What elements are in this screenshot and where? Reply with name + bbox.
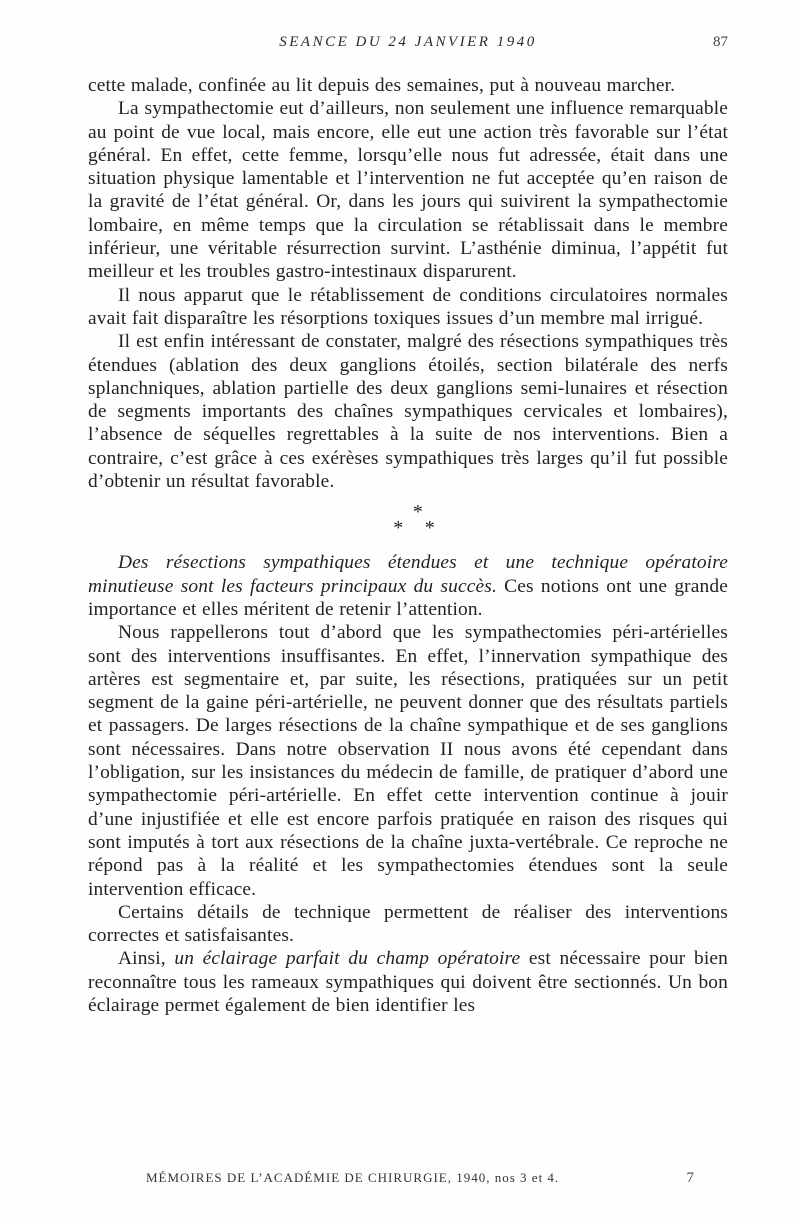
running-title: SEANCE DU 24 JANVIER 1940 (279, 34, 537, 50)
running-head (88, 34, 728, 54)
paragraph (88, 947, 728, 1017)
text-run: Nous rappellerons tout d’abord que les sympathectomies péri-artérielles sont des interventions insuffisantes. En effet, l’innervation sympathique des artères est segmentaire et, par suite, les résections, pratiquées sur un petit segment de la gaine péri-artérielle, ne peuvent donner que des résultats partiels et passagers. De larges résections de la chaîne sympathique et de ses ganglions sont nécessaires. Dans notre observation II nous avons été cependant dans l’obligation, sur les insistances du médecin de famille, de pratiquer d’abord une sympathectomie péri-artérielle. En effet cette intervention continue à jouir d’une injustifiée et elle est encore parfois pratiquée en raison des risques qui sont imputés à tort aux résections de la chaîne juxta-vertébrale. Ce reproche ne répond pas à la réalité et les sympathectomies étendues sont la seule intervention efficace. (88, 622, 728, 900)
text-run: Il est enfin intéressant de constater, malgré des résections sympathiques très étendues (ablation des deux ganglions étoilés, section bilatérale des nerfs splanchniques, ablation partielle des deux ganglions semi-lunaires et résection de segments importants des chaînes sympathiques cervicales et lombaires), l’absence de séquelles regrettables à la suite de nos interventions. Bien a contraire, c’est grâce à ces exérèses sympathiques très larges qu’il fut possible d’obtenir un résultat favorable. (88, 331, 728, 493)
paragraph (88, 97, 728, 283)
text-run: Ainsi, (118, 948, 175, 970)
paragraph (88, 330, 728, 493)
text-run: Certains détails de technique permettent de réaliser des interventions correctes et satisfaisantes. (88, 901, 728, 947)
separator-stars: * * (393, 517, 443, 540)
body-text (88, 74, 728, 1017)
text-run: La sympathectomie eut d’ailleurs, non seulement une influence remarquable au point de vue local, mais encore, elle eut une action très favorable sur l’état général. En effet, cette femme, lorsqu’elle nous fut adressée, était dans une situation physique lamentable et l’intervention ne fut acceptée qu’en raison de la gravité de l’état général. Or, dans les jours qui suivirent la sympathectomie lombaire, en même temps que la circulation se rétablissait dans le membre inférieur, une véritable résurrection survint. L’asthénie diminua, l’appétit fut meilleur et les troubles gastro-intestinaux disparurent. (88, 98, 728, 283)
paragraph (88, 74, 728, 97)
separator-stars: * (412, 501, 424, 524)
paragraph (88, 551, 728, 621)
paragraph (88, 901, 728, 948)
signature-mark: 7 (686, 1170, 694, 1186)
footer-citation: MÉMOIRES DE L’ACADÉMIE DE CHIRURGIE, 1940, nos 3 et 4. (146, 1170, 560, 1185)
text-run: Ces notions ont une grande importance et elles méritent de retenir l’attention. (88, 575, 728, 620)
text-run: Il nous apparut que le rétablissement de conditions circulatoires normales avait fait disparaître les résorptions toxiques issues d’un membre mal irrigué. (88, 284, 728, 329)
paragraph (88, 284, 728, 331)
paragraph (88, 621, 728, 901)
text-run: cette malade, confinée au lit depuis des semaines, put à nouveau marcher. (88, 75, 676, 96)
section-separator (108, 501, 728, 540)
page-footer (88, 1170, 728, 1190)
italic-text-run: Des résections sympathiques étendues et une technique opératoire minutieuse sont les facteurs principaux du succès. (88, 552, 728, 597)
italic-text-run: un éclairage parfait du champ opératoire (174, 948, 521, 970)
page-number: 87 (713, 34, 728, 50)
text-run: est nécessaire pour bien reconnaître tous les rameaux sympathiques qui doivent être sectionnés. Un bon éclairage permet également de bien identifier les (88, 948, 728, 1016)
